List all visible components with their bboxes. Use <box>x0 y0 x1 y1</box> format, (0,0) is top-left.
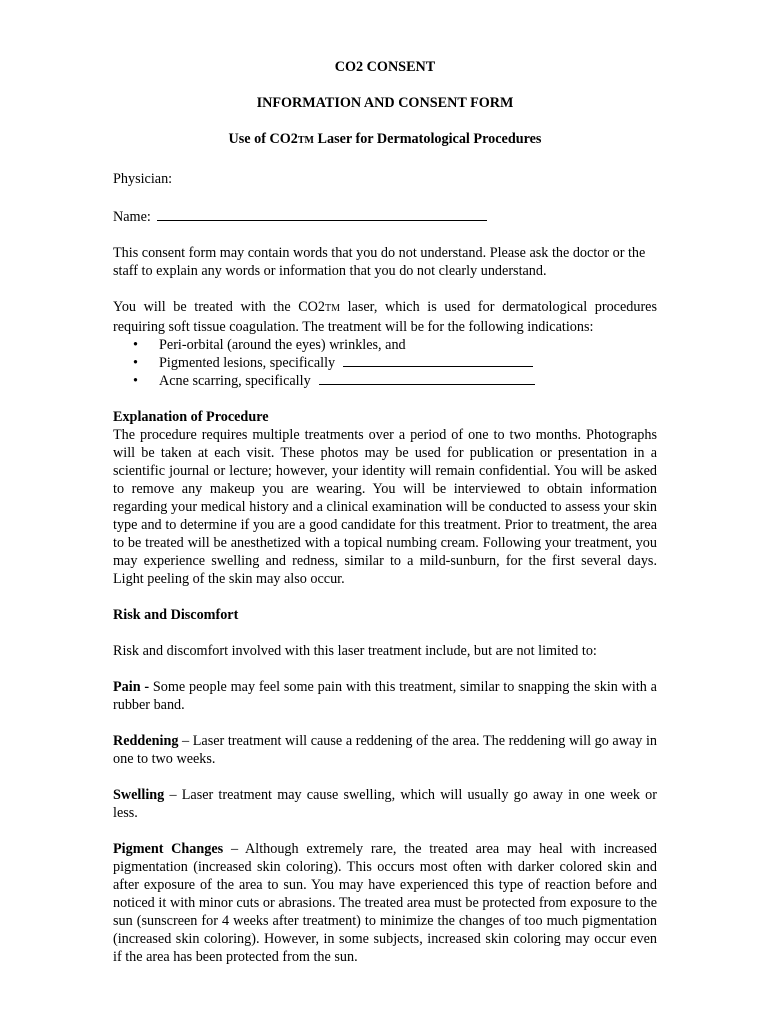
explanation-paragraph: The procedure requires multiple treatments over a period of one to two months. Photographs will be taken at each visit. These photos may be used for publication or presentation in a scientific journal or lecture; however, your identity will remain confidential. You will be asked to remove any makeup you are wearing. You will be interviewed to obtain information regarding your medical history and a clinical examination will be conducted to assess your skin type and to determine if you are a good candidate for this treatment. Prior to treatment, the area to be treated will be anesthetized with a topical numbing cream. Following your treatment, you may experience swelling and redness, similar to a mild-sunburn, for the first several days. Light peeling of the skin may also occur. <box>113 427 657 587</box>
trademark-mark: TM <box>297 135 314 146</box>
acne-scarring-line[interactable] <box>319 372 535 385</box>
list-item: • Acne scarring, specifically <box>159 372 657 390</box>
document-title: CO2 CONSENT <box>334 59 436 75</box>
risk-intro: Risk and discomfort involved with this laser treatment include, but are not limited to: <box>113 643 597 659</box>
bullet-icon: • <box>133 337 138 353</box>
list-item: • Peri-orbital (around the eyes) wrinkles, and <box>133 337 406 353</box>
risk-item-reddening: Reddening – Laser treatment will cause a reddening of the area. The reddening will go away in one to two weeks. <box>113 733 657 767</box>
risk-item-pigment-changes: Pigment Changes – Although extremely rare, the treated area may heal with increased pigmentation (increased skin coloring). This occurs most often with darker colored skin and after exposure of the area to sun. You may have experienced this type of reaction before and noticed it with minor cuts or abrasions. The treated area must be protected from exposure to the sun (sunscreen for 4 weeks after treatment) to minimize the changes of too much pigmentation (increased skin coloring). However, in some subjects, increased skin coloring may occur even if the area has been protected from the sun. <box>113 841 658 965</box>
name-input-line[interactable] <box>157 206 487 221</box>
risk-item-swelling: Swelling – Laser treatment may cause swelling, which will usually go away in one week or less. <box>113 787 657 821</box>
treatment-paragraph: You will be treated with the CO2TM laser, which is used for dermatological procedures requiring soft tissue coagulation. The treatment will be for the following indications: <box>113 299 657 335</box>
trademark-mark: TM <box>325 303 341 314</box>
risk-item-pain: Pain - Some people may feel some pain with this treatment, similar to snapping the skin with a rubber band. <box>113 679 657 713</box>
name-label: Name: <box>113 209 151 225</box>
document-subtitle: INFORMATION AND CONSENT FORM <box>256 95 514 111</box>
procedure-title: Use of CO2TM Laser for Dermatological Procedures <box>228 131 542 147</box>
indications-list <box>113 336 657 390</box>
physician-label: Physician: <box>113 171 173 187</box>
risk-heading: Risk and Discomfort <box>113 607 239 623</box>
list-item: • Pigmented lesions, specifically <box>159 354 657 372</box>
bullet-icon: • <box>133 373 138 389</box>
name-field <box>113 206 657 226</box>
explanation-heading: Explanation of Procedure <box>113 409 269 425</box>
intro-paragraph: This consent form may contain words that you do not understand. Please ask the doctor or the staff to explain any words or information that you do not clearly understand. <box>113 245 646 279</box>
pigmented-lesions-line[interactable] <box>343 354 533 367</box>
bullet-icon: • <box>133 355 138 371</box>
